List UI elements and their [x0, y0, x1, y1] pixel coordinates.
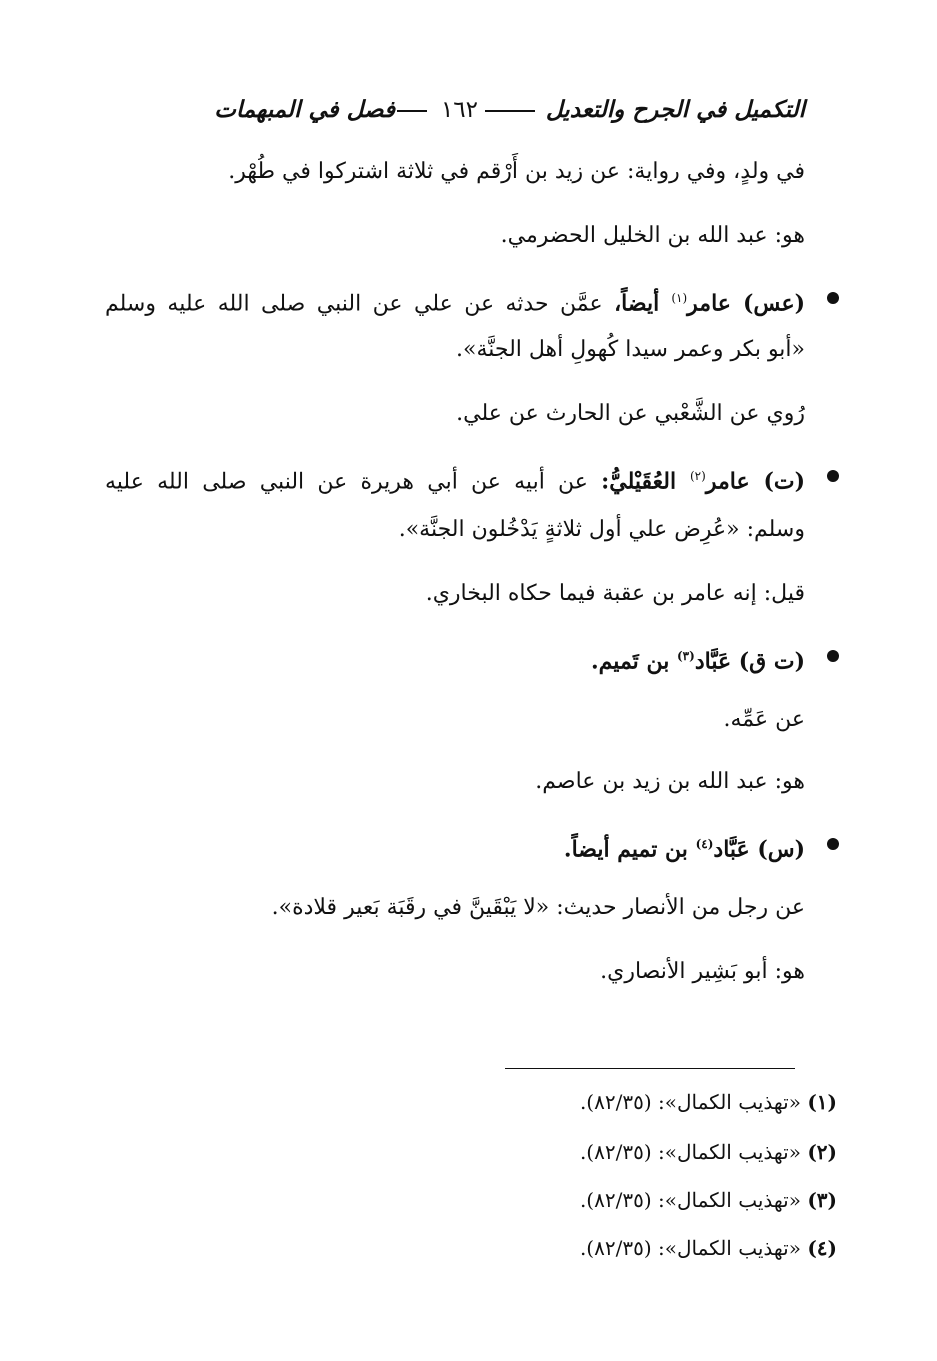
entry-line: [105, 824, 805, 869]
entry-text: عن أبيه عن أبي هريرة عن النبي صلى الله عليه: [105, 469, 602, 495]
entry-heading: (عس) عامر: [687, 290, 805, 317]
section-title: فصل في المبهمات: [214, 96, 395, 123]
entry-heading: (ت ق) عَبَّاد: [694, 648, 805, 675]
footnote-ref: (١): [671, 291, 688, 305]
entry-line: [105, 636, 805, 681]
bullet-icon: [827, 650, 839, 662]
footnote: [580, 1182, 837, 1218]
footnote-text: «تهذيب الكمال»: (٨٢/٣٥).: [579, 1140, 808, 1164]
header-dash: [397, 110, 427, 112]
bullet-icon: [827, 470, 839, 482]
paragraph-line: هو: عبد الله بن زيد بن عاصم.: [535, 769, 805, 794]
paragraph-line: عن رجل من الأنصار حديث: «لا يَبْقَينَّ في رقَبَة بَعير قلادة».: [271, 895, 805, 920]
entry-line: [105, 278, 805, 324]
footnote-number: (٤): [807, 1236, 837, 1260]
footnote-ref: (٣): [676, 649, 695, 663]
footnote: [580, 1134, 837, 1170]
footnote-number: (١): [807, 1090, 837, 1114]
footnote-separator: [505, 1068, 795, 1069]
footnote-ref: (٢): [689, 469, 706, 483]
paragraph-line: قيل: إنه عامر بن عقبة فيما حكاه البخاري.: [425, 581, 805, 606]
page-header: [200, 88, 805, 132]
bullet-icon: [827, 838, 839, 850]
entry-text: عمَّن حدثه عن علي عن النبي صلى الله عليه وسلم: [105, 291, 615, 317]
footnote-ref: (٤): [695, 837, 714, 851]
entry-heading: العُقَيْليُّ:: [601, 468, 690, 495]
page-number: ١٦٢: [440, 97, 478, 123]
paragraph-line: وسلم: «عُرِض علي أول ثلاثةٍ يَدْخُلون الجنَّة».: [398, 517, 805, 542]
paragraph-line: عن عَمِّه.: [723, 707, 805, 732]
footnote-number: (٢): [807, 1140, 837, 1164]
entry-heading: (س) عَبَّاد: [713, 836, 805, 863]
entry-line: [105, 456, 805, 502]
paragraph-line: «أبو بكر وعمر سيدا كُهولِ أهل الجنَّة».: [455, 337, 805, 362]
paragraph-line: هو: أبو بَشِير الأنصاري.: [600, 959, 805, 984]
footnote-text: «تهذيب الكمال»: (٨٢/٣٥).: [579, 1236, 808, 1260]
footnote: [580, 1084, 837, 1120]
footnote-text: «تهذيب الكمال»: (٨٢/٣٥).: [579, 1188, 808, 1212]
header-dash: [485, 110, 535, 112]
footnote-text: «تهذيب الكمال»: (٨٢/٣٥).: [579, 1090, 808, 1114]
paragraph-line: في ولدٍ، وفي رواية: عن زيد بن أَرْقم في ثلاثة اشتركوا في طُهْر.: [228, 159, 805, 184]
footnote-number: (٣): [807, 1188, 837, 1212]
running-title: التكميل في الجرح والتعديل: [545, 96, 805, 123]
entry-heading: بن تَميم.: [591, 648, 677, 675]
bullet-icon: [827, 292, 839, 304]
entry-heading: أيضاً،: [614, 290, 672, 317]
entry-heading: (ت) عامر: [705, 468, 805, 495]
paragraph-line: رُوي عن الشَّعْبي عن الحارث عن علي.: [456, 401, 805, 426]
entry-heading: بن تميم أيضاً.: [563, 836, 696, 863]
footnote: [580, 1230, 837, 1266]
paragraph-line: هو: عبد الله بن الخليل الحضرمي.: [500, 223, 805, 248]
